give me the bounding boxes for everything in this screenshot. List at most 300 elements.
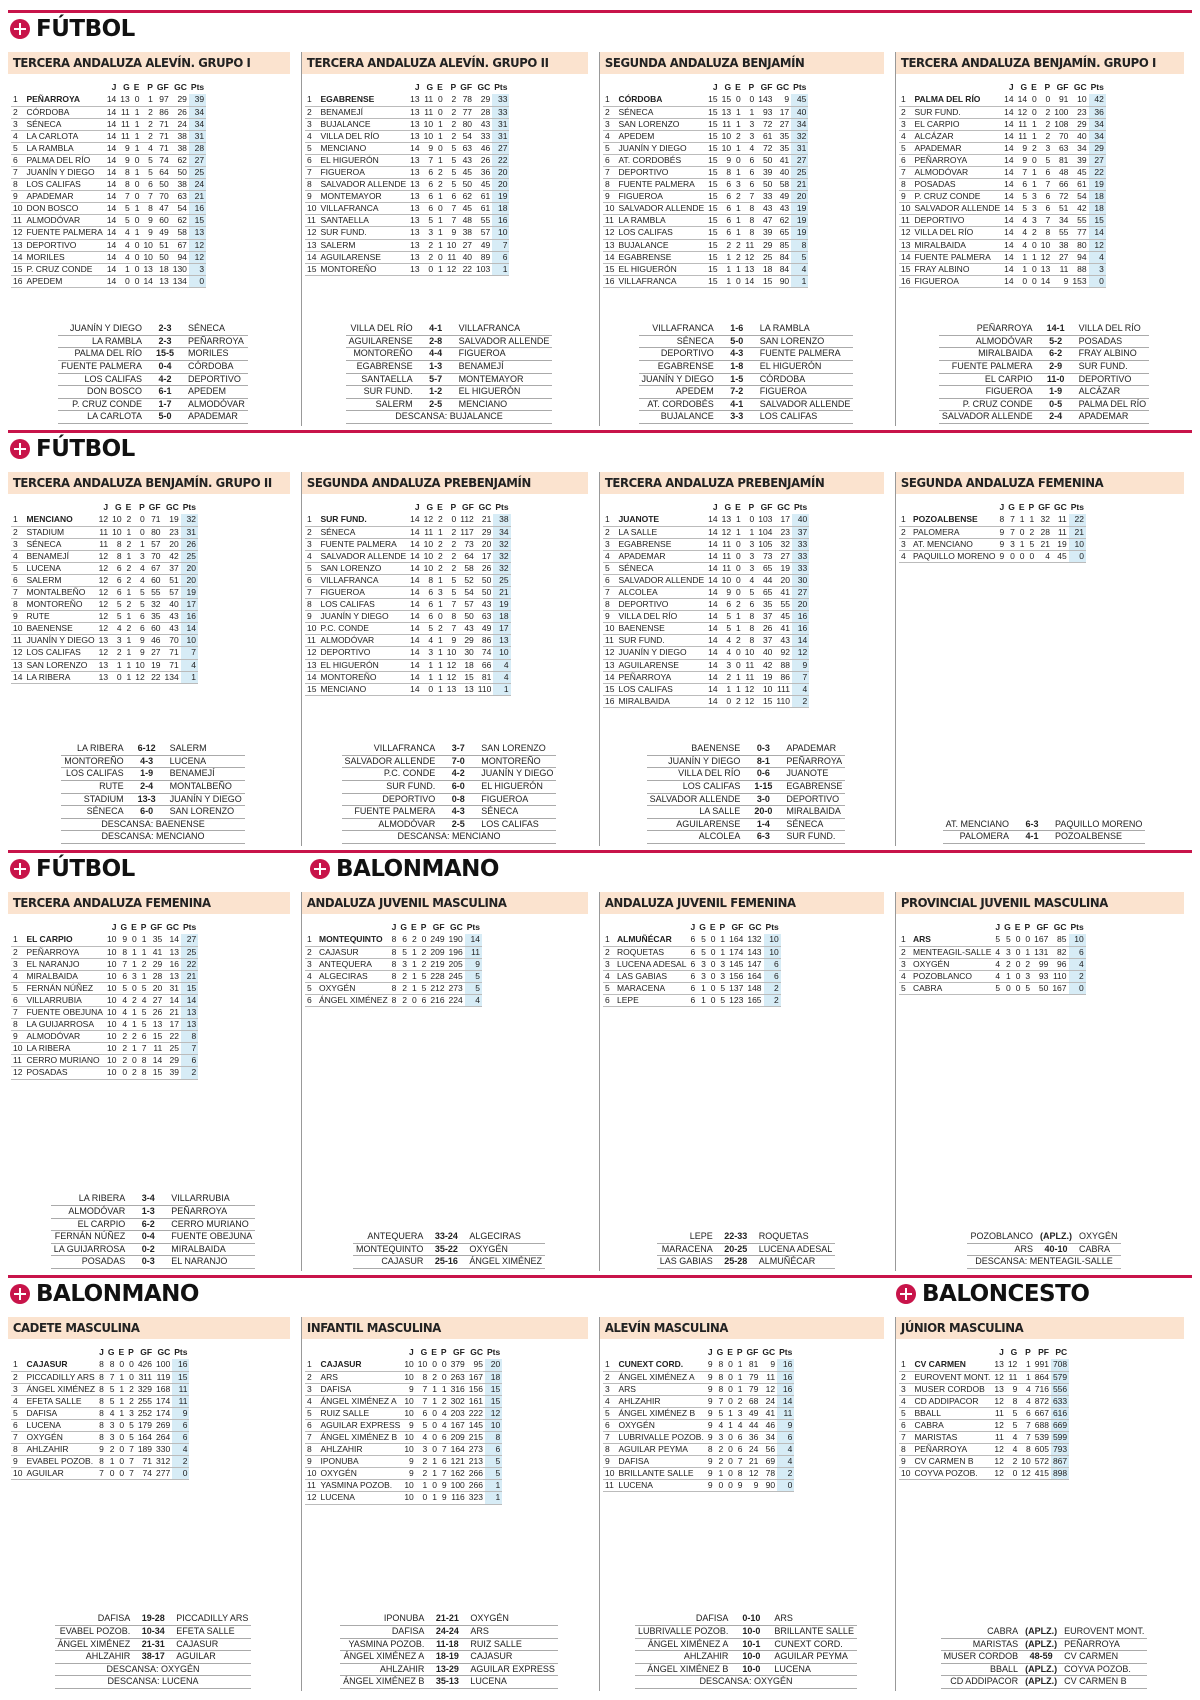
match-result: [346, 398, 553, 411]
stat-cell: 616: [1052, 1407, 1068, 1418]
stat-cell: 7: [439, 1468, 449, 1480]
stat-cell: 19: [1089, 179, 1106, 191]
team-name: COYVA POZOB.: [912, 1468, 992, 1480]
stat-cell: 33: [792, 538, 809, 550]
stat-cell: 0: [708, 958, 718, 970]
stat-cell: 0: [429, 1359, 439, 1371]
match-result: [55, 1613, 252, 1625]
table-row: [899, 239, 1106, 251]
team-name: VILLA DEL RÍO: [647, 768, 744, 781]
stat-cell: 13: [98, 671, 109, 682]
stat-cell: 8: [99, 1383, 104, 1394]
rank: 15: [307, 263, 317, 274]
stat-cell: 58: [458, 562, 476, 574]
stat-cell: 2: [409, 934, 419, 946]
stat-cell: 5: [1006, 1407, 1019, 1419]
team-name: SUR FUND.: [616, 635, 706, 647]
competition-title: ANDALUZA JUVENIL MASCULINA: [302, 892, 588, 914]
stat-cell: 6: [720, 191, 733, 203]
team-name: MENCIANO: [318, 142, 408, 154]
standings-panel: [8, 1317, 298, 1691]
stat-cell: 6: [743, 179, 756, 191]
rank: 6: [11, 994, 24, 1006]
rank: 8: [305, 179, 318, 191]
stat-cell: 71: [155, 118, 171, 130]
team-name: SALERM: [318, 239, 408, 251]
column-header: GF: [731, 922, 744, 933]
stat-cell: 1: [743, 526, 756, 538]
table-row: [11, 623, 198, 635]
stat-cell: 6: [720, 179, 733, 191]
match-score: 1-6: [717, 323, 757, 335]
team-name: RUIZ SALLE: [467, 1638, 558, 1651]
stat-cell: 2: [419, 958, 429, 970]
standings-table: [305, 1347, 502, 1505]
team-name: CABRA: [1076, 1243, 1121, 1256]
table-row: [305, 623, 511, 635]
team-name: FIGUEROA: [616, 191, 706, 203]
team-name: MONTOREÑO: [478, 755, 556, 768]
stat-cell: 2: [735, 1395, 745, 1407]
rank: 7: [11, 586, 24, 598]
stat-cell: 24: [760, 1395, 777, 1407]
team-name: ÁNGEL XIMÉNEZ: [466, 1256, 545, 1269]
team-name: ÁNGEL XIMÉNEZ A: [318, 1395, 402, 1407]
stat-cell: 5: [416, 1419, 429, 1431]
stat-cell: 40: [163, 599, 181, 611]
stat-cell: 0: [118, 1067, 129, 1079]
standings-table: [305, 502, 511, 696]
stat-cell: 14: [1004, 94, 1014, 105]
stat-cell: 3: [720, 659, 733, 671]
stat-cell: 2: [764, 994, 781, 1006]
match-score: 1-15: [743, 781, 783, 794]
team-name: OXYGÉN: [466, 1243, 545, 1256]
stat-cell: 19: [147, 659, 163, 671]
match-score: 2-5: [416, 398, 456, 411]
stat-cell: 43: [774, 635, 792, 647]
rank: 9: [11, 191, 24, 203]
team-name: SUR FUND.: [346, 386, 416, 399]
team-name: AT. CORDOBÉS: [639, 398, 717, 411]
stat-cell: 1: [124, 526, 134, 538]
stat-cell: 33: [474, 130, 492, 142]
stat-cell: 2: [764, 982, 781, 994]
team-name: P.C. CONDE: [318, 623, 408, 635]
stat-cell: 1: [129, 1006, 139, 1018]
stat-cell: 667: [1034, 1407, 1049, 1418]
stat-cell: 14: [410, 562, 420, 573]
stat-cell: 12: [1007, 1359, 1018, 1370]
section-rule: [8, 850, 1192, 853]
stat-cell: 5: [720, 611, 733, 623]
team-name: ÁNGEL XIMÉNEZ A: [616, 1371, 705, 1383]
team-name: BAENENSE: [647, 743, 744, 755]
rank: 4: [603, 1395, 616, 1407]
rank: 1: [11, 1359, 24, 1371]
table-header-row: [11, 1347, 189, 1359]
stat-cell: 5: [1039, 154, 1052, 166]
team-name: LUBRIVALLE POZOB.: [618, 1431, 704, 1442]
stat-cell: 12: [98, 611, 109, 622]
stat-cell: 5: [106, 1395, 117, 1407]
table-row: [11, 611, 198, 623]
stat-cell: 708: [1052, 1359, 1068, 1370]
stat-cell: 0: [725, 1383, 735, 1395]
stat-cell: 15: [756, 695, 774, 707]
competition-title: TERCERA ANDALUZA FEMENINA: [8, 892, 290, 914]
stat-cell: 2: [110, 647, 123, 659]
stat-cell: 269: [156, 1419, 171, 1430]
stat-cell: 10: [143, 251, 153, 262]
rank: 6: [11, 1419, 24, 1431]
rank: 10: [605, 203, 615, 214]
stat-cell: 4: [1089, 251, 1106, 263]
stat-cell: 71: [163, 647, 181, 659]
stat-cell: 0: [1017, 526, 1027, 538]
stat-cell: 3: [697, 970, 708, 982]
match-result: [342, 818, 557, 831]
stat-cell: 36: [1089, 106, 1106, 118]
stat-cell: 41: [774, 623, 792, 635]
stat-cell: 9: [707, 1359, 713, 1370]
stat-cell: 137: [729, 982, 744, 993]
stat-cell: 0: [725, 1371, 735, 1383]
rank: 5: [603, 982, 615, 994]
stat-cell: 6: [118, 970, 129, 982]
stat-cell: 0: [725, 1480, 735, 1492]
stat-cell: 10: [404, 1395, 414, 1406]
sport-badge-icon: [896, 1284, 916, 1304]
team-name: LA SALLE: [647, 806, 744, 819]
stat-cell: 633: [1052, 1395, 1068, 1406]
stat-cell: 1: [409, 970, 419, 982]
stat-cell: 9: [707, 1431, 713, 1442]
table-row: [11, 958, 198, 970]
stat-cell: 78: [458, 94, 474, 106]
team-name: ÁNGEL XIMÉNEZ B: [318, 1431, 402, 1443]
stat-cell: 2: [715, 1456, 726, 1468]
table-row: [305, 1371, 502, 1383]
stat-cell: 174: [156, 1395, 171, 1406]
stat-cell: 50: [458, 611, 476, 623]
team-name: VILLAFRANCA: [342, 743, 439, 755]
column-header: E: [735, 502, 741, 513]
table-row: [899, 263, 1106, 275]
sport-header-balonmano: [10, 1279, 199, 1309]
team-name: AT. MENCIANO: [943, 819, 1012, 831]
stat-cell: 33: [756, 191, 774, 203]
stat-cell: 14: [708, 635, 718, 646]
team-name: LUCENA: [318, 1492, 402, 1504]
column-header: Pts: [1070, 922, 1084, 933]
team-name: PEÑARROYA: [1061, 1638, 1147, 1651]
rank: 1: [899, 1359, 912, 1371]
column-header: GC: [748, 922, 762, 933]
stat-cell: 2: [792, 695, 809, 707]
table-row: [11, 946, 198, 958]
column-header: GF: [760, 502, 773, 513]
team-name: LA RAMBLA: [58, 335, 145, 348]
team-name: PEÑARROYA: [24, 946, 105, 958]
match-score: 6-2: [1036, 348, 1076, 361]
stat-cell: 71: [155, 142, 171, 154]
table-row: [11, 1431, 189, 1443]
stat-cell: 10: [106, 1067, 117, 1078]
rank: 2: [305, 1371, 318, 1383]
stat-cell: 1: [116, 1371, 126, 1383]
stat-cell: 3: [743, 130, 756, 142]
stat-cell: 34: [1070, 142, 1088, 154]
team-name: MONTEMAYOR: [318, 191, 408, 203]
stat-cell: 0: [1016, 275, 1029, 287]
table-row: [11, 586, 198, 598]
stat-cell: 13: [458, 683, 476, 695]
stat-cell: 0: [409, 994, 419, 1006]
stat-cell: 1: [733, 683, 743, 695]
stat-cell: 1: [429, 1456, 439, 1468]
stat-cell: 13: [410, 179, 420, 190]
team-name: VILLARRUBIA: [24, 994, 105, 1006]
stat-cell: 0: [129, 1055, 139, 1067]
stat-cell: 1: [435, 635, 445, 647]
rank: 15: [605, 683, 615, 694]
stat-cell: 277: [156, 1468, 171, 1479]
stat-cell: 0: [116, 1468, 126, 1480]
stat-cell: 12: [189, 239, 206, 251]
table-row: [899, 1431, 1069, 1443]
stat-cell: 145: [468, 1419, 483, 1430]
stat-cell: 43: [163, 623, 181, 635]
rank: 3: [11, 538, 24, 550]
stat-cell: 0: [435, 94, 445, 106]
stat-cell: 13: [446, 683, 457, 694]
stat-cell: 10: [423, 538, 434, 549]
stat-cell: 9: [999, 526, 1005, 537]
stat-cell: 21: [1069, 526, 1086, 538]
team-name: FUENTE PALMERA: [616, 179, 706, 191]
competition-title: SEGUNDA ANDALUZA PREBENJAMÍN: [302, 472, 588, 494]
stat-cell: 245: [448, 970, 463, 981]
stat-cell: 1: [129, 946, 139, 958]
rank: 5: [11, 982, 24, 994]
stat-cell: 2: [1029, 142, 1039, 154]
competition-title: JÚNIOR MASCULINA: [896, 1317, 1184, 1339]
stat-cell: 25: [164, 1043, 181, 1055]
stat-cell: 11: [720, 118, 733, 130]
stat-cell: 1: [181, 671, 198, 683]
column-header: GC: [166, 922, 179, 933]
standings-panel: [8, 472, 298, 846]
match-result: [353, 1256, 545, 1269]
column-header: GF: [140, 1347, 153, 1358]
standings-table: [899, 922, 1086, 995]
stat-cell: 7: [141, 191, 154, 203]
stat-cell: 174: [729, 946, 744, 957]
match-score: 6-2: [128, 1218, 168, 1231]
stat-cell: 34: [1089, 130, 1106, 142]
standings-panel: [896, 52, 1192, 426]
stat-cell: 2: [124, 514, 134, 526]
team-name: SANTAELLA: [318, 215, 408, 227]
stat-cell: 0: [116, 1359, 126, 1371]
stat-cell: 1: [733, 215, 743, 227]
stat-cell: 134: [172, 275, 187, 286]
standings-table: [603, 1347, 794, 1492]
stat-cell: 5: [995, 982, 1001, 993]
stat-cell: 20: [492, 166, 509, 178]
stat-cell: 5: [715, 1407, 726, 1419]
stat-cell: 48: [458, 215, 474, 227]
stat-cell: 1: [132, 142, 142, 154]
table-row: [603, 130, 808, 142]
team-name: MIRALBAIDA: [24, 970, 105, 982]
table-row: [899, 166, 1106, 178]
stat-cell: 19: [791, 227, 808, 239]
stat-cell: 49: [474, 239, 492, 251]
stat-cell: 5: [485, 1468, 502, 1480]
stat-cell: 2: [124, 574, 134, 586]
stat-cell: 11: [992, 1431, 1005, 1443]
column-header: J: [999, 502, 1005, 513]
stat-cell: 11: [465, 946, 482, 958]
stat-cell: 55: [147, 586, 163, 598]
stat-cell: 8: [139, 1067, 149, 1079]
stat-cell: 0: [132, 215, 142, 227]
stat-cell: 12: [745, 1468, 761, 1480]
match-score: 0-4: [128, 1231, 168, 1244]
stat-cell: 9: [1052, 275, 1070, 287]
stat-cell: 11: [118, 118, 131, 130]
stat-cell: 3: [743, 562, 756, 574]
column-header: GF: [1036, 922, 1049, 933]
column-header: GC: [470, 1347, 483, 1358]
stat-cell: 94: [171, 251, 189, 263]
column-header: E: [1031, 82, 1037, 93]
table-row: [305, 142, 509, 154]
stat-cell: 13: [410, 215, 420, 226]
stat-cell: 0: [1002, 982, 1013, 994]
stat-cell: 121: [450, 1456, 465, 1467]
stat-cell: 6: [690, 934, 696, 945]
team-name: VILLA DEL RÍO: [616, 611, 706, 623]
match-score: 1-5: [717, 373, 757, 386]
stat-cell: 100: [156, 1359, 171, 1370]
stat-cell: 85: [774, 239, 791, 251]
stat-cell: 4: [777, 1456, 794, 1468]
column-header: E: [125, 502, 132, 513]
team-name: LA RAMBLA: [757, 323, 854, 335]
team-name: SALVADOR ALLENDE: [618, 203, 705, 214]
rank: 13: [605, 659, 615, 670]
team-name: OXYGÉN: [911, 958, 993, 970]
standings-table: [305, 922, 482, 1007]
table-row: [899, 526, 1086, 538]
team-name: ÁNGEL XIMÉNEZ: [319, 994, 388, 1005]
match-result: [943, 819, 1146, 831]
stat-cell: 7: [492, 239, 509, 251]
team-name: PALMA DEL RÍO: [58, 348, 145, 361]
stat-cell: 0: [422, 683, 435, 695]
results-block: [600, 743, 892, 844]
team-name: ÁNGEL XIMÉNEZ: [26, 1383, 96, 1394]
team-name: LOS CALIFAS: [757, 411, 854, 424]
team-name: ARS: [771, 1613, 857, 1625]
stat-cell: 174: [156, 1407, 171, 1418]
stat-cell: 2: [720, 671, 733, 683]
stat-cell: 12: [994, 1456, 1004, 1467]
rank: 14: [307, 671, 317, 682]
rank: 2: [305, 946, 317, 958]
rank: 9: [603, 611, 616, 623]
table-row: [603, 1444, 794, 1456]
stat-cell: 9: [133, 647, 146, 659]
table-row: [305, 1383, 502, 1395]
stat-cell: 0: [725, 1456, 735, 1468]
stat-cell: 2: [398, 970, 409, 982]
stat-cell: 1: [733, 623, 743, 635]
match-result: [55, 1651, 252, 1664]
table-row: [305, 538, 511, 550]
stat-cell: 10: [404, 1371, 414, 1382]
stat-cell: 4: [1019, 1395, 1032, 1407]
rank: 4: [11, 550, 24, 562]
team-name: PALOMERA: [911, 526, 998, 538]
team-name: CERRO MURIANO: [168, 1218, 255, 1231]
stat-cell: 38: [171, 142, 189, 154]
team-name: ALCÁZAR: [1076, 386, 1150, 399]
stat-cell: 5: [743, 586, 756, 598]
stat-cell: 66: [1052, 179, 1070, 191]
rank: 1: [899, 94, 912, 106]
match-score: 4-1: [1012, 831, 1052, 844]
table-row: [603, 623, 809, 635]
stat-cell: 2: [416, 1456, 429, 1468]
stat-cell: 111: [774, 683, 792, 695]
stat-cell: 88: [774, 659, 792, 671]
rank: 4: [11, 1395, 24, 1407]
rank: 8: [899, 1444, 912, 1456]
stat-cell: 45: [1070, 166, 1088, 178]
standings-table: [11, 922, 198, 1080]
stat-cell: 6: [690, 946, 696, 957]
stat-cell: 6: [139, 1031, 149, 1043]
team-name: FRAY ALBINO: [1076, 348, 1150, 361]
stat-cell: 10: [106, 1055, 117, 1066]
stat-cell: 4: [1016, 227, 1029, 239]
stat-cell: 62: [458, 191, 474, 203]
team-name: MONTOREÑO: [24, 599, 96, 611]
column-header: GC: [777, 502, 790, 513]
stat-cell: 12: [744, 251, 755, 262]
rank: 12: [307, 647, 317, 658]
table-header-row: [899, 82, 1106, 94]
stat-cell: 0: [733, 550, 743, 562]
table-row: [305, 982, 482, 994]
match-result: [346, 323, 553, 335]
rank: 16: [13, 275, 23, 286]
team-name: ARS: [467, 1626, 558, 1639]
stat-cell: 1: [435, 215, 445, 227]
stat-cell: 156: [468, 1383, 483, 1394]
rank: 14: [13, 671, 23, 682]
table-row: [603, 550, 809, 562]
team-name: CV CARMEN B: [912, 1456, 992, 1468]
stat-cell: 57: [163, 586, 181, 598]
team-name: APEDEM: [185, 386, 248, 399]
stat-cell: 7: [416, 1383, 429, 1395]
match-result: [58, 335, 248, 348]
